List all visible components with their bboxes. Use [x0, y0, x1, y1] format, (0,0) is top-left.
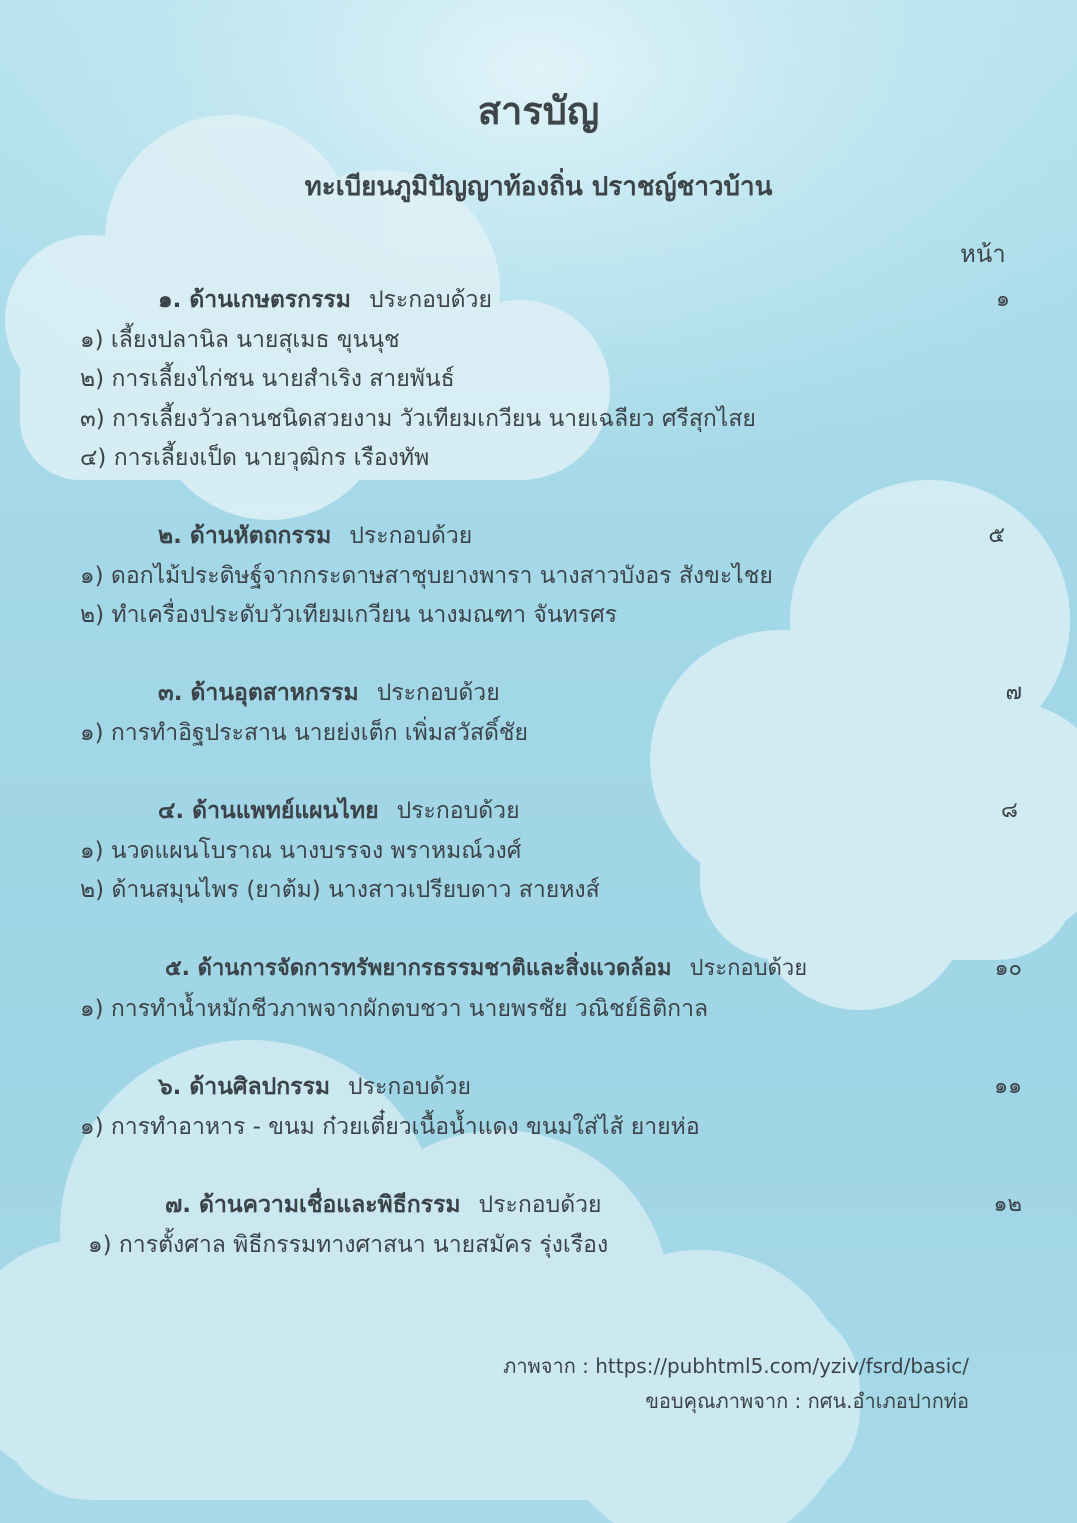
- section-heading[interactable]: [158, 796, 520, 826]
- list-item: ๑) การทำอิฐประสาน นายย่งเต็ก เพิ่มสวัสดิ์ชัย: [80, 720, 529, 746]
- list-item: ๒) ด้านสมุนไพร (ยาต้ม) นางสาวเปรียบดาว สายหงส์: [80, 877, 600, 903]
- list-item: ๑) การทำอาหาร - ขนม ก๋วยเตี๋ยวเนื้อน้ำแดง ขนมใส่ไส้ ยายห่อ: [80, 1114, 700, 1140]
- list-item: ๑) ดอกไม้ประดิษฐ์จากกระดาษสาชุบยางพารา นางสาวบังอร สังขะไชย: [80, 563, 773, 589]
- image-thanks-credit: ขอบคุณภาพจาก : กศน.อำเภอปากท่อ: [645, 1389, 969, 1413]
- section-title: ๕. ด้านการจัดการทรัพยากรธรรมชาติและสิ่งแวดล้อม: [165, 956, 672, 981]
- page-title: สารบัญ: [477, 89, 600, 133]
- section-title: ๓. ด้านอุตสาหกรรม: [158, 680, 359, 706]
- section-suffix: ประกอบด้วย: [376, 680, 500, 706]
- section-title: ๔. ด้านแพทย์แผนไทย: [158, 798, 379, 824]
- section-suffix: ประกอบด้วย: [478, 1192, 602, 1218]
- image-source-credit: ภาพจาก : https://pubhtml5.com/yziv/fsrd/basic/: [503, 1354, 969, 1378]
- list-item: ๓) การเลี้ยงวัวลานชนิดสวยงาม วัวเทียมเกวียน นายเฉลียว ศรีสุกไสย: [80, 406, 756, 432]
- section-page-number: ๑๒: [993, 1192, 1022, 1217]
- section-title: ๗. ด้านความเชื่อและพิธีกรรม: [165, 1192, 461, 1218]
- section-suffix: ประกอบด้วย: [348, 1074, 471, 1100]
- section-suffix: ประกอบด้วย: [396, 798, 520, 824]
- list-item: ๑) การทำน้ำหมักชีวภาพจากผักตบชวา นายพรชัย วณิชย์ธิติกาล: [80, 996, 709, 1022]
- list-item: ๒) ทำเครื่องประดับวัวเทียมเกวียน นางมณฑา จันทรศร: [80, 602, 618, 628]
- section-page-number: ๗: [1005, 680, 1022, 705]
- section-heading[interactable]: [158, 521, 472, 551]
- page-column-label: หน้า: [960, 240, 1006, 268]
- section-page-number: ๕: [988, 523, 1005, 548]
- section-title: ๒. ด้านหัตถกรรม: [158, 523, 332, 549]
- section-page-number: ๘: [1001, 798, 1018, 823]
- section-title: ๖. ด้านศิลปกรรม: [158, 1074, 331, 1100]
- section-heading[interactable]: [165, 954, 807, 984]
- page-subtitle: ทะเบียนภูมิปัญญาท้องถิ่น ปราชญ์ชาวบ้าน: [304, 172, 773, 202]
- list-item: ๔) การเลี้ยงเป็ด นายวุฒิกร เรืองทัพ: [80, 445, 430, 471]
- list-item: ๑) นวดแผนโบราณ นางบรรจง พราหมณ์วงศ์: [80, 838, 522, 864]
- section-suffix: ประกอบด้วย: [689, 956, 808, 981]
- section-heading[interactable]: [158, 285, 492, 315]
- section-page-number: ๑๐: [994, 956, 1022, 981]
- list-item: ๑) การตั้งศาล พิธีกรรมทางศาสนา นายสมัคร รุ่งเรือง: [88, 1232, 609, 1258]
- list-item: ๒) การเลี้ยงไก่ชน นายสำเริง สายพันธ์: [80, 366, 455, 392]
- section-heading[interactable]: [158, 678, 500, 708]
- section-title: ๑. ด้านเกษตรกรรม: [158, 287, 351, 313]
- section-heading[interactable]: [158, 1072, 471, 1102]
- list-item: ๑) เลี้ยงปลานิล นายสุเมธ ขุนนุช: [80, 327, 400, 353]
- section-page-number: ๑: [996, 287, 1010, 312]
- section-suffix: ประกอบด้วย: [349, 523, 473, 549]
- section-page-number: ๑๑: [994, 1074, 1022, 1099]
- section-heading[interactable]: [165, 1190, 602, 1220]
- section-suffix: ประกอบด้วย: [368, 287, 492, 313]
